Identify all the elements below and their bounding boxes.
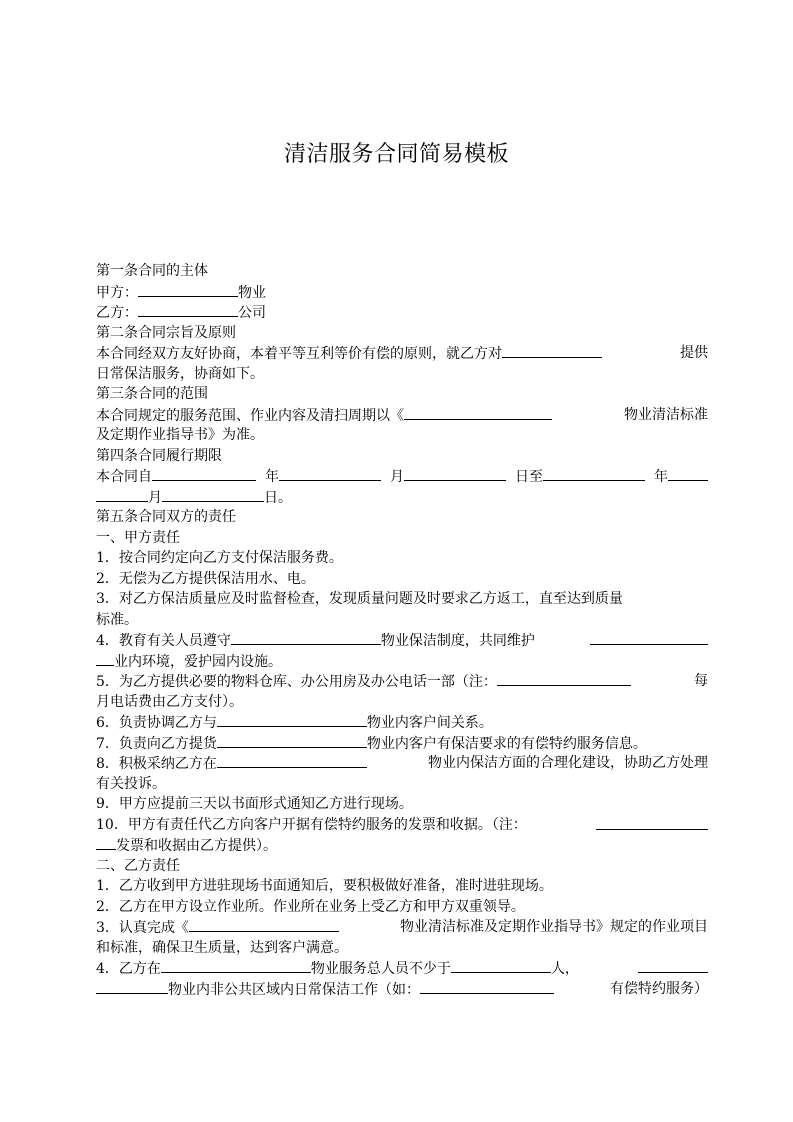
list-item: 6．负责协调乙方与 物业内客户间关系。 (96, 712, 708, 733)
paragraph-line: 本合同规定的服务范围、作业内容及清扫周期以《 物业清洁标准 (96, 406, 708, 424)
blank-field[interactable] (96, 835, 116, 850)
blank-field[interactable] (590, 630, 708, 645)
blank-field[interactable] (138, 282, 238, 297)
blank-field[interactable] (152, 466, 256, 481)
list-item: 8．积极采纳乙方在 物业内保洁方面的合理化建设，协助乙方处理 (96, 755, 708, 772)
list-item: 3．对乙方保洁质量应及时监督检查，发现质量问题及时要求乙方返工，直至达到质量 (96, 591, 623, 607)
list-item: 2．无偿为乙方提供保洁用水、电。 (96, 570, 315, 587)
list-item: 3．认真完成《 物业清洁标准及定期作业指导书》规定的作业项目 (96, 919, 708, 936)
blank-field[interactable] (668, 466, 708, 481)
blank-field[interactable] (420, 979, 554, 994)
list-item: 和标准，确保卫生质量，达到客户满意。 (96, 939, 348, 956)
blank-field[interactable] (138, 302, 238, 317)
contract-body (96, 261, 708, 999)
list-item: 4．教育有关人员遵守 物业保洁制度，共同维护 (96, 630, 708, 651)
blank-field[interactable] (231, 630, 381, 645)
section-heading: 第一条合同的主体 (96, 263, 208, 279)
section-heading: 第二条合同宗旨及原则 (96, 324, 236, 341)
blank-field[interactable] (162, 487, 264, 502)
list-item: 有关投诉。 (96, 775, 166, 792)
subsection-heading: 二、乙方责任 (96, 857, 180, 874)
list-item: 发票和收据由乙方提供）。 (96, 835, 708, 856)
subsection-heading: 一、甲方责任 (96, 529, 180, 546)
blank-field[interactable] (404, 466, 506, 481)
blank-field[interactable] (217, 712, 367, 727)
term-line: 月 日。 (96, 487, 708, 508)
list-item: 1．按合同约定向乙方支付保洁服务费。 (96, 550, 343, 566)
blank-field[interactable] (217, 753, 367, 768)
list-item: 7．负责向乙方提货 物业内客户有保洁要求的有偿特约服务信息。 (96, 733, 708, 754)
list-item: 标准。 (96, 611, 138, 628)
document-title: 清洁服务合同简易模板 (283, 142, 509, 167)
blank-field[interactable] (189, 917, 339, 932)
list-item: 物业内非公共区域内日常保洁工作（如： 有偿特约服务） (96, 979, 708, 1000)
blank-field[interactable] (638, 958, 708, 973)
blank-field[interactable] (279, 466, 381, 481)
blank-field[interactable] (217, 733, 367, 748)
blank-field[interactable] (96, 979, 168, 994)
blank-field[interactable] (161, 958, 311, 973)
section-heading: 第三条合同的范围 (96, 386, 208, 402)
list-item: 业内环境，爱护园内设施。 (96, 651, 708, 672)
list-item: 月电话费由乙方支付）。 (96, 693, 243, 710)
blank-field[interactable] (96, 651, 114, 666)
list-item: 10．甲方有责任代乙方向客户开据有偿特约服务的发票和收据。（注： (96, 815, 708, 836)
blank-field[interactable] (96, 487, 148, 502)
blank-field[interactable] (404, 405, 552, 420)
party-a-line: 甲方： 物业 (96, 282, 708, 303)
paragraph-line: 本合同经双方友好协商，本着平等互利等价有偿的原则，就乙方对 提供 (96, 345, 708, 362)
list-item: 5．为乙方提供必要的物料仓库、办公用房及办公电话一部（注： 每 (96, 673, 708, 690)
list-item: 1．乙方收到甲方进驻现场书面通知后，要积极做好准备，准时进驻现场。 (96, 878, 553, 894)
section-heading: 第四条合同履行期限 (96, 447, 222, 464)
blank-field[interactable] (502, 343, 602, 358)
blank-field[interactable] (451, 958, 551, 973)
blank-field[interactable] (543, 466, 645, 481)
section-heading: 第五条合同双方的责任 (96, 509, 236, 525)
paragraph-line: 及定期作业指导书》为准。 (96, 427, 264, 443)
list-item: 9．甲方应提前三天以书面形式通知乙方进行现场。 (96, 796, 413, 812)
blank-field[interactable] (596, 815, 708, 830)
paragraph-line: 日常保洁服务，协商如下。 (96, 365, 264, 382)
blank-field[interactable] (497, 671, 631, 686)
list-item: 2．乙方在甲方设立作业所。作业所在业务上受乙方和甲方双重领导。 (96, 898, 525, 915)
term-line: 本合同自 年 月 日至 年 (96, 466, 708, 487)
list-item: 4．乙方在 物业服务总人员不少于 人， (96, 958, 708, 979)
party-b-line: 乙方： 公司 (96, 302, 708, 323)
